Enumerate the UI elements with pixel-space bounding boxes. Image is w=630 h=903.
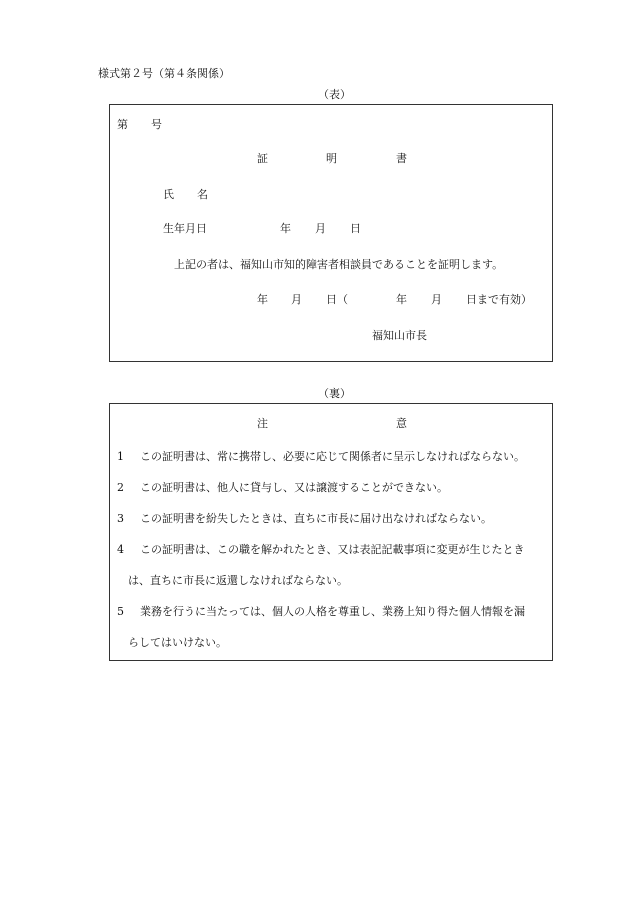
dob-label: 生年月日 xyxy=(163,222,207,235)
note-4-line-2: は、直ちに市長に返還しなければならない。 xyxy=(128,574,348,587)
dob-day-unit: 日 xyxy=(350,222,361,235)
back-heading: （裏） xyxy=(318,387,351,400)
notice-title-char-2: 意 xyxy=(396,417,407,430)
notice-title-char-1: 注 xyxy=(257,417,268,430)
note-5-number: 5 xyxy=(117,605,124,618)
valid-month-unit: 月 xyxy=(431,293,442,306)
dob-month-unit: 月 xyxy=(315,222,326,235)
note-5-line-2: らしてはいけない。 xyxy=(128,636,227,649)
certificate-back xyxy=(109,403,553,661)
dob-year-unit: 年 xyxy=(280,222,291,235)
issue-year-unit: 年 xyxy=(257,293,268,306)
valid-year-unit: 年 xyxy=(396,293,407,306)
note-3-line-1: この証明書を紛失したときは、直ちに市長に届け出なければならない。 xyxy=(140,512,492,525)
name-label-char-1: 氏 xyxy=(163,188,174,201)
note-2-line-1: この証明書は、他人に貸与し、又は譲渡することができない。 xyxy=(140,481,448,494)
issue-month-unit: 月 xyxy=(291,293,302,306)
note-4-line-1: この証明書は、この職を解かれたとき、又は表記記載事項に変更が生じたとき xyxy=(140,543,525,556)
note-1-number: 1 xyxy=(117,450,124,463)
note-4-number: 4 xyxy=(117,543,124,556)
number-label-dai: 第 xyxy=(117,118,128,131)
note-1-line-1: この証明書は、常に携帯し、必要に応じて関係者に呈示しなければならない。 xyxy=(140,450,525,463)
valid-day-unit: 日まで有効） xyxy=(466,293,532,306)
note-3-number: 3 xyxy=(117,512,124,525)
front-heading: （表） xyxy=(318,88,351,101)
title-char-3: 書 xyxy=(396,152,407,165)
number-label-go: 号 xyxy=(151,118,162,131)
certification-statement: 上記の者は、福知山市知的障害者相談員であることを証明します。 xyxy=(174,258,504,271)
name-label-char-2: 名 xyxy=(197,188,208,201)
note-5-line-1: 業務を行うに当たっては、個人の人格を尊重し、業務上知り得た個人情報を漏 xyxy=(140,605,525,618)
note-2-number: 2 xyxy=(117,481,124,494)
form-label: 様式第２号（第４条関係） xyxy=(98,67,230,80)
issue-day-unit: 日（ xyxy=(326,293,348,306)
title-char-2: 明 xyxy=(326,152,337,165)
issuer: 福知山市長 xyxy=(372,329,427,342)
title-char-1: 証 xyxy=(257,152,268,165)
